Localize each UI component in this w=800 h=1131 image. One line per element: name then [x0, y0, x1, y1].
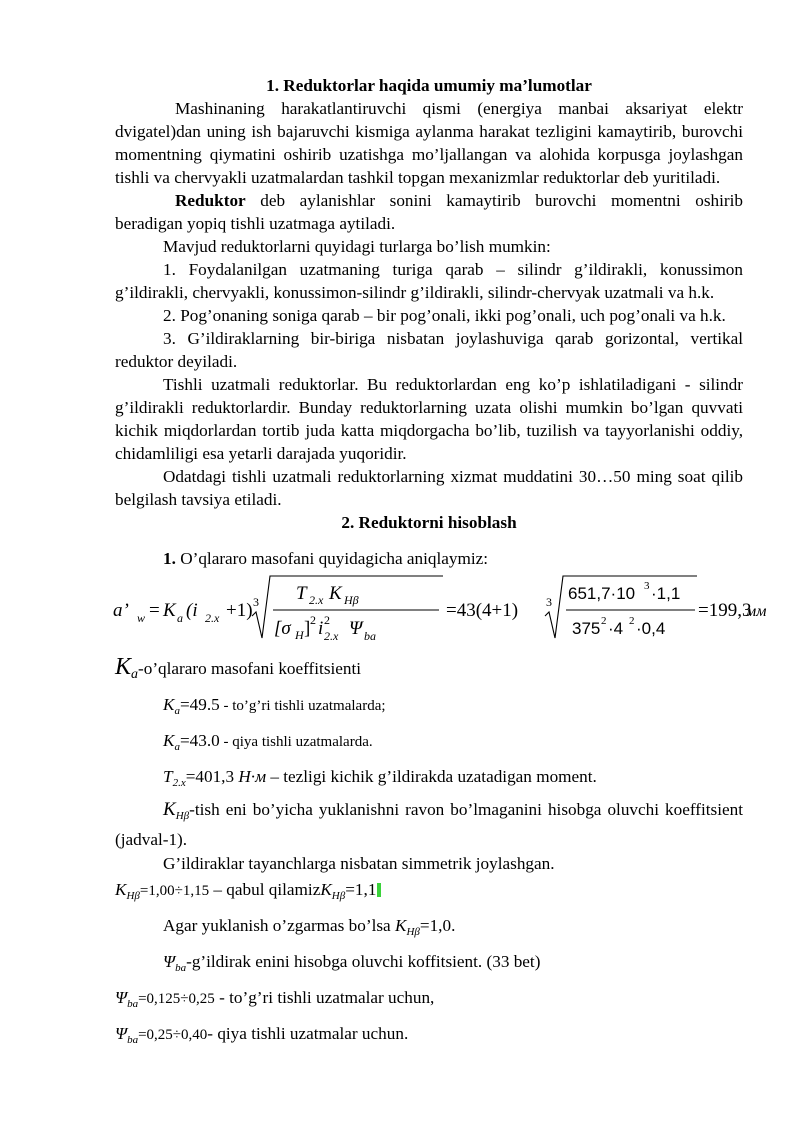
- def-ka-text: -o’qlararo masofani koeffitsienti: [138, 659, 362, 678]
- paragraph-gear-reducers: Tishli uzatmali reduktorlar. Bu reduktorlardan eng ko’p ishlatiladigani - silindr g’ildirakli reduktorlardir. Bunday reduktorlarning uzata olishi mumkin bo’lgan quvvati kichik miqdorlardan tortib juda katta miqdorgacha bo’lib, tuzilish va tayyorlanishi oddiy, chidamliligi esa yetarli darajada yuqoridir.: [115, 375, 743, 463]
- formula-result: =199,3: [698, 600, 752, 621]
- ka-helical: [115, 726, 743, 762]
- formula-ka-sub: a: [177, 611, 183, 625]
- formula-num2: 651,7·10: [568, 584, 636, 603]
- formula-num2-exp: 3: [644, 580, 650, 592]
- psi-helical: [115, 1019, 743, 1055]
- formula-eq2: =43(4+1): [446, 600, 519, 621]
- step-number: 1.: [163, 549, 176, 568]
- formula-eq1: =: [149, 600, 160, 621]
- khb-acc-symbol: K: [320, 880, 332, 899]
- paragraph-service-life: Odatdagi tishli uzatmali reduktorlarning xizmat muddatini 30…50 ming soat qilib belgilash tavsiya etiladi.: [115, 467, 743, 509]
- khb-symbol: K: [163, 799, 176, 820]
- khb-range-sub: Hβ: [126, 890, 140, 902]
- ka1-text: - to’g’ri tishli uzatmalarda;: [219, 698, 386, 714]
- document-page: [113, 74, 767, 1055]
- khb-sub: Hβ: [175, 810, 190, 822]
- formula-lhs: a’: [113, 600, 129, 621]
- agar-line: [115, 911, 743, 947]
- formula-den-i-sq: 2: [324, 613, 330, 627]
- step-text: O’qlararo masofani quyidagicha aniqlaymiz:: [175, 549, 489, 568]
- khb-range-text: – qabul qilamiz: [209, 880, 321, 899]
- formula-den-sq: 2: [310, 613, 316, 627]
- formula-root-index: 3: [253, 595, 259, 609]
- psi1-sub: ba: [127, 998, 139, 1010]
- list-item-3: 3. G’ildiraklarning bir-biriga nisbatan joylashuviga qarab gorizontal, vertikal reduktor deyiladi.: [115, 329, 743, 371]
- paragraph-types: Mavjud reduktorlarni quyidagi turlarga bo’lish mumkin:: [163, 237, 551, 256]
- formula-den2: 375: [572, 619, 601, 638]
- formula-root-index-2: 3: [546, 595, 552, 609]
- psi2-sub: ba: [127, 1034, 139, 1046]
- khb-range: [115, 875, 743, 911]
- psi1-symbol: Ψ: [115, 988, 128, 1007]
- formula-num-k-sub: Hβ: [344, 593, 359, 607]
- psi2-value: =0,25÷0,40: [138, 1027, 208, 1043]
- formula-den-h: H: [295, 628, 304, 642]
- def-ka-symbol: K: [115, 654, 132, 680]
- formula-den-i: i: [318, 618, 324, 639]
- t-text: – tezligi kichik g’ildirakda uzatadigan moment.: [266, 767, 597, 786]
- paragraph-symmetric: G’ildiraklar tayanchlarga nisbatan simmetrik joylashgan.: [163, 854, 555, 873]
- psi2-text: - qiya tishli uzatmalar uchun.: [207, 1024, 409, 1043]
- formula-plus1: +1): [226, 600, 253, 621]
- psi1-value: =0,125÷0,25: [138, 991, 215, 1007]
- agar-text: Agar yuklanish o’zgarmas bo’lsa: [163, 916, 395, 935]
- paragraph-intro: Mashinaning harakatlantiruvchi qismi (energiya manbai aksariyat elektr dvigatel)dan uning ish bajaruvchi kismiga aylanma harakat tezligini kamaytirib, burovchi momentning qiymatini oshirib uzatishga mo’ljallangan va alohida korpusga joylashgan tishli va chervyakli uzatmalardan tashkil topgan mexanizmlar reduktorlar deb yuritiladi.: [115, 99, 743, 187]
- psi-straight: [115, 983, 743, 1019]
- agar-symbol: K: [394, 916, 407, 935]
- khb-range-symbol: K: [115, 880, 127, 899]
- t-symbol: T: [163, 767, 173, 786]
- ka1-symbol: K: [163, 695, 175, 714]
- khb-acc-value: =1,1: [345, 880, 377, 899]
- formula-ka: K: [163, 600, 176, 621]
- ka1-value: =49.5: [179, 695, 220, 714]
- formula-den-i-sub: 2.x: [324, 629, 339, 643]
- formula-den2-mid: ·4: [608, 619, 624, 638]
- highlight-marker: [377, 883, 381, 897]
- khb-def: [115, 798, 743, 852]
- formula-den-psi-sub: ba: [364, 629, 376, 643]
- t-sub: 2.x: [172, 777, 186, 789]
- psi-def: [115, 947, 743, 983]
- list-item-1: 1. Foydalanilgan uzatmaning turiga qarab – silindr g’ildirakli, konussimon g’ildirakli, chervyakli, konussimon-silindr g’ildirakli, silindr-chervyak uzatmali va h.k.: [115, 260, 743, 302]
- torque-def: [115, 762, 743, 798]
- formula-num-t: T: [296, 583, 307, 604]
- formula-den2-exp1: 2: [601, 615, 607, 627]
- khb-range-value: =1,00÷1,15: [139, 883, 210, 899]
- ka2-text: - qiya tishli uzatmalarda.: [219, 734, 373, 750]
- def-ka: [115, 652, 743, 690]
- psi-text: -g’ildirak enini hisobga oluvchi koffitsient. (33 bet): [186, 952, 541, 971]
- definition-text: deb aylanishlar sonini kamaytirib burovchi momentni oshirib beradigan yopiq tishli uzatmaga aytiladi.: [115, 191, 743, 233]
- ka2-symbol: K: [163, 731, 175, 750]
- def-ka-sub: a: [131, 667, 139, 682]
- formula-i-sub: 2.x: [205, 611, 220, 625]
- ka1-sub: a: [174, 705, 180, 717]
- psi1-text: - to’g’ri tishli uzatmalar uchun,: [214, 988, 435, 1007]
- list-item-2: 2. Pog’onaning soniga qarab – bir pog’onali, ikki pog’onali, uch pog’onali va h.k.: [163, 306, 726, 325]
- step-1: [115, 547, 743, 570]
- khb-text: -tish eni bo’yicha yuklanishni ravon bo’lmaganini hisobga oluvchi koeffitsient (jadval-1).: [115, 800, 743, 849]
- formula-num-k: K: [329, 583, 342, 604]
- agar-end: .: [451, 916, 456, 935]
- khb-acc-sub: Hβ: [331, 890, 346, 902]
- psi-sub: ba: [175, 962, 187, 974]
- psi2-symbol: Ψ: [115, 1024, 128, 1043]
- formula-den-bracket: ]: [304, 618, 311, 639]
- formula-den-psi: Ψ: [349, 618, 363, 639]
- ka2-sub: a: [174, 741, 180, 753]
- section-heading-2: 2. Reduktorni hisoblash: [341, 513, 517, 532]
- t-unit: Н·м: [238, 767, 267, 786]
- center-distance-formula: [113, 572, 767, 646]
- paragraph-definition: [115, 189, 743, 235]
- ka2-value: =43.0: [179, 731, 220, 750]
- formula-unit: мм: [746, 603, 767, 620]
- agar-value: =1,0: [419, 916, 452, 935]
- formula-num2-rest: ·1,1: [651, 584, 681, 603]
- agar-sub: Hβ: [406, 926, 420, 938]
- formula-lhs-sub: w: [137, 611, 146, 625]
- formula-den2-exp2: 2: [629, 615, 635, 627]
- section-heading-1: 1. Reduktorlar haqida umumiy ma’lumotlar: [266, 76, 592, 95]
- formula-den-sigma: [σ: [274, 618, 291, 639]
- t-value: =401,3: [185, 767, 235, 786]
- ka-straight: [115, 690, 743, 726]
- term-reduktor: Reduktor: [175, 191, 246, 210]
- psi-symbol: Ψ: [163, 952, 176, 971]
- formula-den2-rest: ·0,4: [636, 619, 666, 638]
- formula-num-t-sub: 2.x: [309, 593, 324, 607]
- formula-paren: (i: [186, 600, 198, 621]
